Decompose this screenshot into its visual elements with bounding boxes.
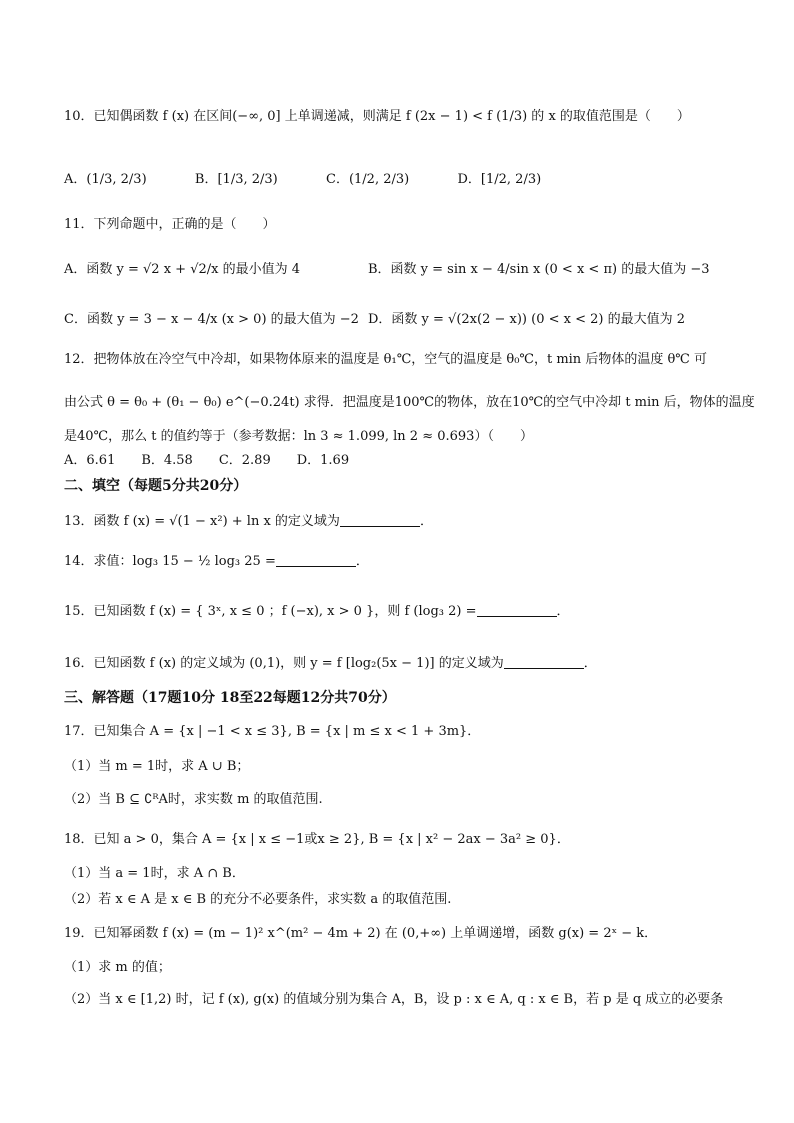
question-18-part-1: （1）当 a = 1时，求 A ∩ B．: [64, 866, 245, 881]
question-17-stem: 17．已知集合 A = {x | −1 < x ≤ 3}, B = {x | m ≤ x < 1 + 3m}．: [64, 724, 481, 739]
question-10-stem: 10．已知偶函数 f (x) 在区间(−∞, 0] 上单调递减，则满足 f (2x − 1) < f (1/3) 的 x 的取值范围是（ ）: [64, 109, 690, 124]
question-18-part-2: （2）若 x ∈ A 是 x ∈ B 的充分不必要条件，求实数 a 的取值范围.: [64, 892, 452, 907]
q11-option-d: D．函数 y = √(2x(2 − x)) (0 < x < 2) 的最大值为 2: [368, 312, 685, 327]
q10-option-a: A．(1/3, 2/3): [64, 172, 147, 187]
section-3-heading: 三、解答题（17题10分 18至22每题12分共70分）: [64, 690, 396, 706]
question-12-line-1: 12．把物体放在冷空气中冷却，如果物体原来的温度是 θ₁℃，空气的温度是 θ₀℃，t min 后物体的温度 θ℃ 可: [64, 352, 707, 367]
question-16: 16．已知函数 f (x) 的定义域为 (0,1)，则 y = f [log₂(5x − 1)] 的定义域为 ．: [64, 656, 597, 671]
q15-answer-blank[interactable]: [477, 602, 557, 617]
question-12-line-3: 是40℃，那么 t 的值约等于（参考数据：ln 3 ≈ 1.099, ln 2 ≈ 0.693）（ ）: [64, 429, 533, 444]
q10-option-d: D．[1/2, 2/3): [457, 172, 542, 187]
section-2-heading: 二、填空（每题5分共20分）: [64, 478, 248, 494]
q14-text: 14．求值：log₃ 15 − ½ log₃ 25 =: [64, 554, 276, 569]
question-12-options: A．6.61 B．4.58 C．2.89 D．1.69: [64, 453, 350, 468]
question-10-options: [64, 170, 541, 190]
q11-option-b: B．函数 y = sin x − 4/sin x (0 < x < π) 的最大值为 −3: [368, 262, 710, 277]
q16-answer-blank[interactable]: [504, 654, 584, 669]
question-15: 15．已知函数 f (x) = { 3ˣ, x ≤ 0 ；f (−x), x > 0 }，则 f (log₃ 2) = ．: [64, 604, 570, 619]
q11-option-c: C．函数 y = 3 − x − 4/x (x > 0) 的最大值为 −2: [64, 312, 359, 327]
question-19-part-2: （2）当 x ∈ [1,2) 时，记 f (x), g(x) 的值域分别为集合 A，B，设 p : x ∈ A, q : x ∈ B，若 p 是 q 成立的必要条: [64, 992, 724, 1007]
question-13: 13．函数 f (x) = √(1 − x²) + ln x 的定义域为 ．: [64, 514, 433, 529]
q16-text: 16．已知函数 f (x) 的定义域为 (0,1)，则 y = f [log₂(5x − 1)] 的定义域为: [64, 656, 504, 671]
q11-option-a: A．函数 y = √2 x + √2/x 的最小值为 4: [64, 262, 300, 277]
question-19-part-1: （1）求 m 的值；: [64, 960, 171, 975]
q15-text: 15．已知函数 f (x) = { 3ˣ, x ≤ 0 ；f (−x), x > 0 }，则 f (log₃ 2) =: [64, 604, 477, 619]
question-12-line-2: 由公式 θ = θ₀ + (θ₁ − θ₀) e^(−0.24t) 求得．把温度是100℃的物体，放在10℃的空气中冷却 t min 后，物体的温度: [64, 395, 755, 410]
q10-option-c: C．(1/2, 2/3): [326, 172, 410, 187]
question-17-part-2: （2）当 B ⊆ ∁ᴿA时，求实数 m 的取值范围.: [64, 792, 323, 807]
question-14: 14．求值：log₃ 15 − ½ log₃ 25 = ．: [64, 554, 369, 569]
q14-answer-blank[interactable]: [276, 552, 356, 567]
q13-text: 13．函数 f (x) = √(1 − x²) + ln x 的定义域为: [64, 514, 340, 529]
question-19-stem: 19．已知幂函数 f (x) = (m − 1)² x^(m² − 4m + 2) 在 (0,+∞) 上单调递增，函数 g(x) = 2ˣ − k．: [64, 926, 658, 941]
question-18-stem: 18．已知 a > 0，集合 A = {x | x ≤ −1或x ≥ 2}, B = {x | x² − 2ax − 3a² ≥ 0}．: [64, 832, 570, 847]
question-11-row-1: [64, 260, 300, 280]
q10-option-b: B．[1/3, 2/3): [194, 172, 278, 187]
question-17-part-1: （1）当 m = 1时，求 A ∪ B；: [64, 759, 250, 774]
question-11-stem: 11．下列命题中，正确的是（ ）: [64, 217, 276, 232]
q13-answer-blank[interactable]: [340, 512, 420, 527]
